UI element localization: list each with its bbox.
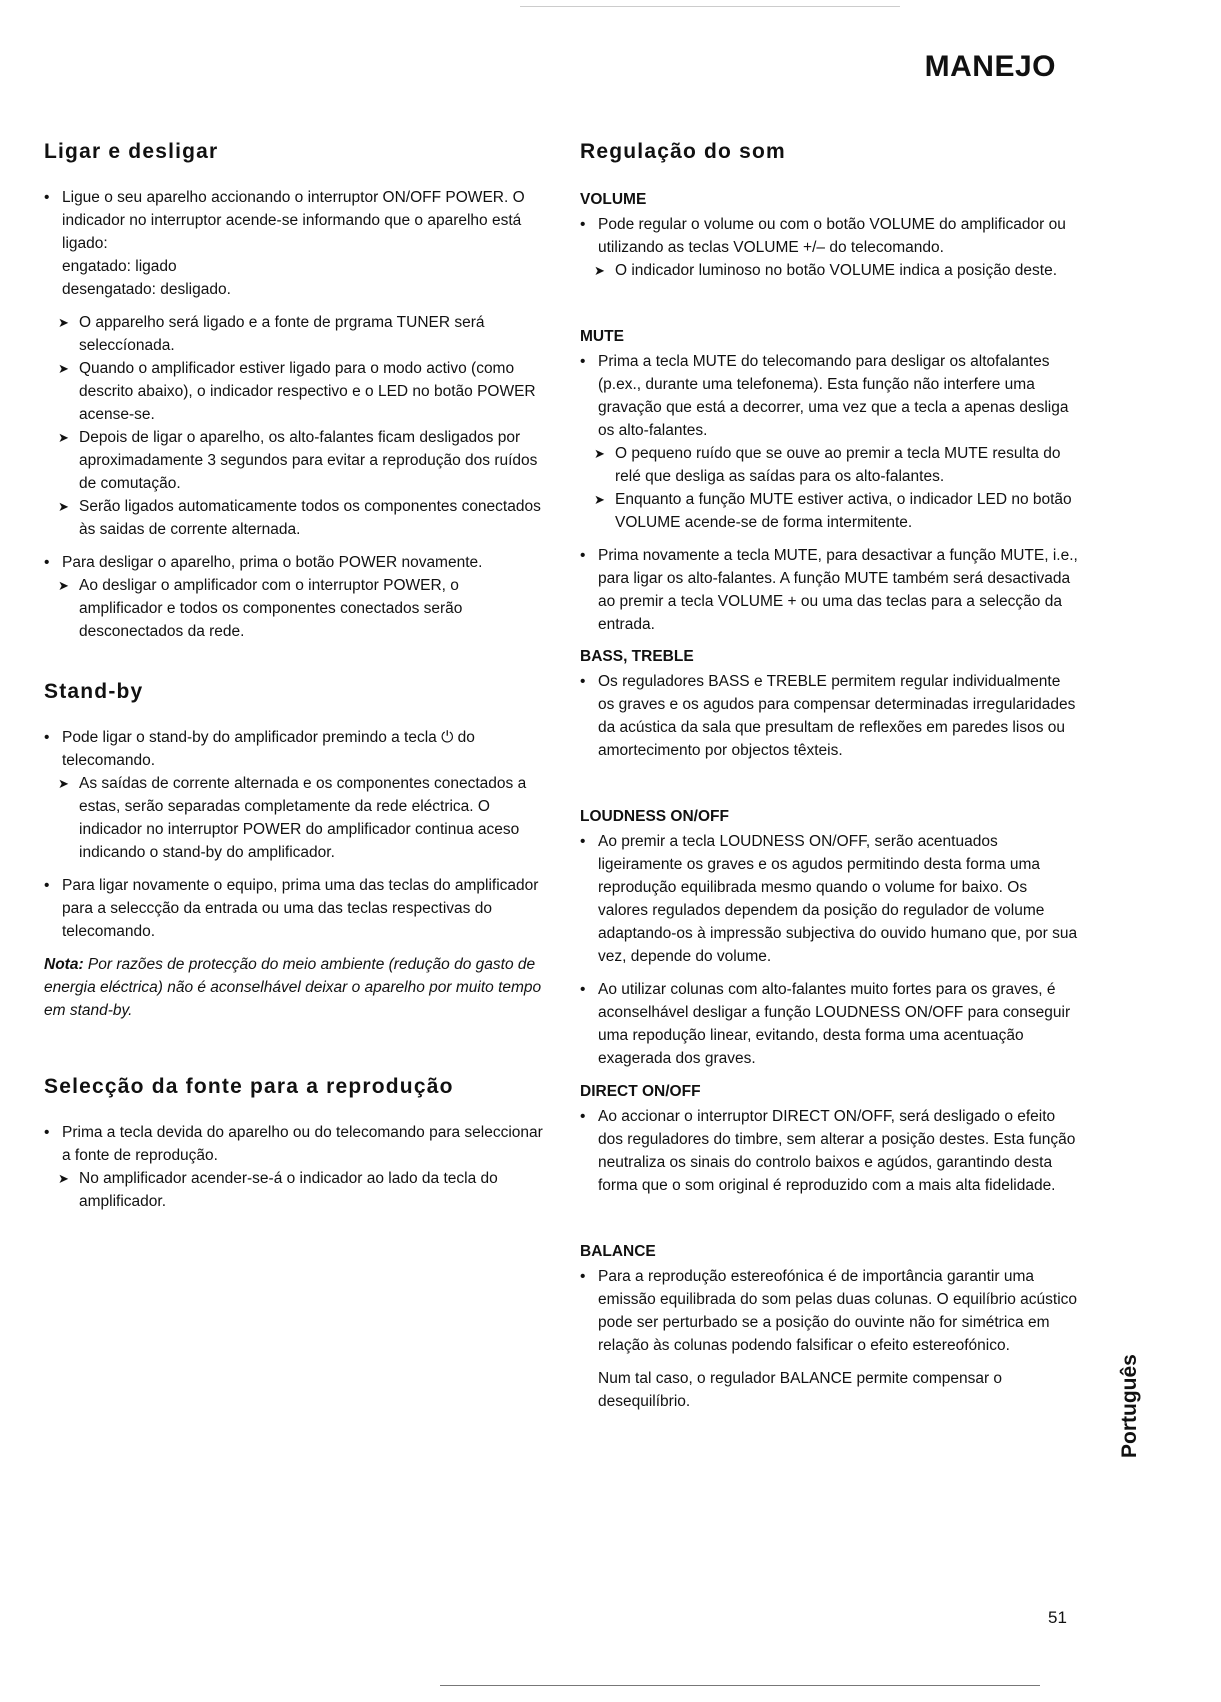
subheading-bass-treble: BASS, TREBLE: [580, 648, 694, 665]
sub-loudness: [580, 805, 1080, 1070]
sub-bass-treble: [580, 645, 1080, 762]
section-power: [44, 140, 544, 643]
language-tab: Português: [1118, 1354, 1141, 1458]
heading-source: Selecção da fonte para a reprodução: [44, 1075, 454, 1098]
sub-volume: [580, 188, 1080, 282]
arrow-icon: ➤: [58, 361, 69, 376]
arrow-item: ➤ O pequeno ruído que se ouve ao premir a tecla MUTE resulta do relé que desliga as saídas para os alto-falantes.: [580, 442, 1080, 488]
list-item: • Ao accionar o interruptor DIRECT ON/OFF, será desligado o efeito dos reguladores do timbre, sem alterar a posição destes. Esta função neutraliza os sinais do controlo baixos e agúdos, garantindo desta forma que o som original é reproduzido com a mais alta fidelidade.: [580, 1105, 1080, 1197]
paragraph: Num tal caso, o regulador BALANCE permite compensar o desequilíbrio.: [598, 1370, 1003, 1410]
heading-standby: Stand-by: [44, 680, 144, 703]
arrow-icon: ➤: [58, 578, 69, 593]
arrow-icon: ➤: [58, 315, 69, 330]
list-item: • Ao premir a tecla LOUDNESS ON/OFF, serão acentuados ligeiramente os graves e os agudos permitindo desta forma uma reprodução equilibrada mesmo quando o volume for baixo. Os valores regulados dependem da posição do regulador de volume adaptando-os à impressão subjectiva do ouvido humano que, por sua vez, depende do volume.: [580, 830, 1080, 968]
heading-sound: Regulação do som: [580, 140, 786, 163]
arrow-item: ➤ O apparelho será ligado e a fonte de prgrama TUNER será seleccíonada.: [44, 311, 544, 357]
list-item: • Para desligar o aparelho, prima o botão POWER novamente.: [44, 551, 544, 574]
page-title: MANEJO: [924, 50, 1056, 83]
list-item: • Prima a tecla devida do aparelho ou do telecomando para seleccionar a fonte de reprodução.: [44, 1121, 544, 1167]
scan-artifact-bottom: [440, 1685, 1040, 1686]
list-item: • Prima a tecla MUTE do telecomando para desligar os altofalantes (p.ex., durante uma telefonema). Esta função não interfere uma gravação que está a decorrer, uma vez que a tecla a apenas desliga os alto-falantes.: [580, 350, 1080, 442]
subheading-balance: BALANCE: [580, 1243, 656, 1260]
page-number: 51: [1048, 1608, 1067, 1627]
list-item: • Pode ligar o stand-by do amplificador premindo a tecla ⏻ do telecomando.: [44, 726, 544, 772]
list-item: • Os reguladores BASS e TREBLE permitem regular individualmente os graves e os agudos para compensar determinadas irregularidades da acústica da sala que presultam de reflexões em paredes lisos ou amortecimento por objectos têxteis.: [580, 670, 1080, 762]
section-sound: [580, 140, 1080, 186]
sub-mute: [580, 325, 1080, 636]
subheading-direct: DIRECT ON/OFF: [580, 1083, 701, 1100]
arrow-item: ➤ Ao desligar o amplificador com o interruptor POWER, o amplificador e todos os componentes conectados serão desconectados da rede.: [44, 574, 544, 643]
scan-artifact-top: [520, 6, 900, 7]
list-item: • Pode regular o volume ou com o botão VOLUME do amplificador ou utilizando as teclas VOLUME +/– do telecomando.: [580, 213, 1080, 259]
power-off-state: desengatado: desligado.: [62, 281, 231, 298]
list-item: • Para ligar novamente o equipo, prima uma das teclas do amplificador para a seleccção da entrada ou uma das teclas respectivas do telecomando.: [44, 874, 544, 943]
heading-power: Ligar e desligar: [44, 140, 219, 163]
arrow-icon: ➤: [58, 1171, 69, 1186]
note-label: Nota:: [44, 956, 84, 973]
arrow-icon: ➤: [594, 492, 605, 507]
list-item: • Prima novamente a tecla MUTE, para desactivar a função MUTE, i.e., para ligar os alto-falantes. A função MUTE também será desactivada ao premir a tecla VOLUME + ou uma das teclas para a selecção da entrada.: [580, 544, 1080, 636]
sub-direct: [580, 1080, 1080, 1197]
subheading-loudness: LOUDNESS ON/OFF: [580, 808, 729, 825]
power-on-state: engatado: ligado: [62, 258, 177, 275]
arrow-icon: ➤: [594, 263, 605, 278]
section-source: [44, 1075, 544, 1213]
arrow-item: ➤ Quando o amplificador estiver ligado para o modo activo (como descrito abaixo), o indicador respectivo e o LED no botão POWER acense-se.: [44, 357, 544, 426]
sub-balance: [580, 1240, 1080, 1413]
arrow-item: ➤ Serão ligados automaticamente todos os componentes conectados às saidas de corrente alternada.: [44, 495, 544, 541]
arrow-item: ➤ As saídas de corrente alternada e os componentes conectados a estas, serão separadas completamente da rede eléctrica. O indicador no interruptor POWER do amplificador continua aceso indicando o stand-by do amplificador.: [44, 772, 544, 864]
arrow-item: ➤ No amplificador acender-se-á o indicador ao lado da tecla do amplificador.: [44, 1167, 544, 1213]
note: Nota: Por razões de protecção do meio ambiente (redução do gasto de energia eléctrica) não é aconselhável deixar o aparelho por muito tempo em stand-by.: [44, 956, 542, 1019]
list-item: • Para a reprodução estereofónica é de importância garantir uma emissão equilibrada do som pelas duas colunas. O equilíbrio acústico pode ser perturbado se a posição do ouvinte não for simétrica em relação às colunas podendo falsificar o efeito estereofónico.: [580, 1265, 1080, 1357]
arrow-item: ➤ Enquanto a função MUTE estiver activa, o indicador LED no botão VOLUME acende-se de forma intermitente.: [580, 488, 1080, 534]
arrow-item: ➤ Depois de ligar o aparelho, os alto-falantes ficam desligados por aproximadamente 3 segundos para evitar a reprodução dos ruídos de comutação.: [44, 426, 544, 495]
list-item: • Ligue o seu aparelho accionando o interruptor ON/OFF POWER. O indicador no interruptor acende-se informando que o aparelho está ligado: engatado: ligado desengatado: desligado.: [44, 186, 544, 301]
arrow-icon: ➤: [58, 430, 69, 445]
arrow-icon: ➤: [58, 499, 69, 514]
arrow-item: ➤ O indicador luminoso no botão VOLUME indica a posição deste.: [580, 259, 1080, 282]
list-item: • Ao utilizar colunas com alto-falantes muito fortes para os graves, é aconselhável desligar a função LOUDNESS ON/OFF para conseguir uma repodução linear, evitando, desta forma uma acentuação exagerada dos graves.: [580, 978, 1080, 1070]
arrow-icon: ➤: [58, 776, 69, 791]
arrow-icon: ➤: [594, 446, 605, 461]
subheading-volume: VOLUME: [580, 191, 647, 208]
subheading-mute: MUTE: [580, 328, 624, 345]
section-standby: [44, 680, 544, 1022]
